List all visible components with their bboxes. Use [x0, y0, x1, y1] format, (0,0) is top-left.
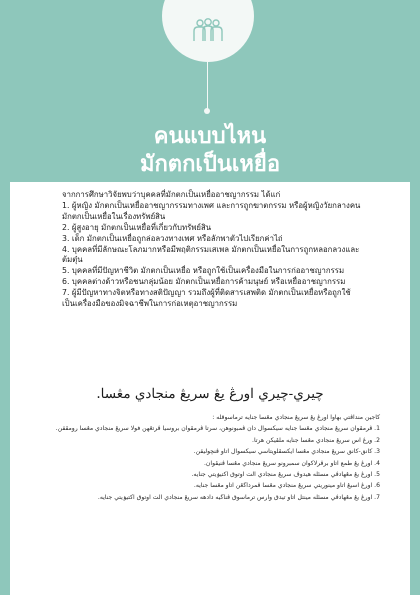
- thai-intro: จากการศึกษาวิจัยพบว่าบุคคลที่มักตกเป็นเหยื่ออาชญากรรม ได้แก่: [62, 190, 281, 199]
- jawi-intro: کاجين منداڤتي بهاوا اورڠ يڠ سريڠ منجادي مڠسا جنايه ترماسوقله :: [212, 414, 380, 421]
- jawi-item: 1. ڤرمڤوان سريڠ منجادي مڠسا جنايه سيکسوال دان ڤمبونوهن، سرتا ڤرمڤوان بروسيا ڤرتڠهن فولا سريڠ منجادي مڠسا رومڤقن.: [55, 425, 380, 433]
- jawi-item: 3. کانق-کانق سريڠ منجادي مڠسا ايکسڤلويتاسي سيکسوال اتاو ڤنچوليقن.: [193, 448, 380, 456]
- thai-item: 1. ผู้หญิง มักตกเป็นเหยื่ออาชญากรรมทางเพศ และการถูกฆาตกรรม หรือผู้หญิงวัยกลางคนมักตกเป็นเหยื่อในเรื่องทรัพย์สิน: [62, 200, 361, 221]
- icon-badge: [162, 0, 254, 62]
- people-group-icon: [191, 18, 225, 42]
- thai-item: 6. บุคคลต่างด้าวหรือชนกลุ่มน้อย มักตกเป็นเหยื่อการค้ามนุษย์ หรือเหยื่ออาชญากรรม: [62, 277, 346, 287]
- jawi-heading: چيري-چيري اورڠ يڠ سريڠ منجادي مڠسا.: [96, 386, 324, 402]
- jawi-item: 2. ورڠ اس سريڠ منجادي مڠسا جنايه ملڤيکن هرتا.: [252, 436, 380, 444]
- jawi-item: 6. اورڠ اسيڠ اتاو مينوريتي سريڠ منجادي مڠسا ڤمرداڬڠن اتاو مڠسا جنايه.: [193, 482, 380, 490]
- thai-item: 2. ผู้สูงอายุ มักตกเป็นเหยื่อที่เกี่ยวกับทรัพย์สิน: [62, 222, 212, 232]
- jawi-item: 7. اورڠ يڠ مڠهادڤي مسئله مينتل اتاو تيدق وارس ترماسوق ڤناڬيه دادهه سريڠ منجادي الت اوتوق اکتيۏيتي جنايه.: [97, 493, 380, 501]
- title-line-1: คนแบบไหน: [153, 124, 267, 149]
- thai-item: 5. บุคคลที่มีปัญหาชีวิต มักตกเป็นเหยื่อ หรือถูกใช้เป็นเครื่องมือในการก่ออาชญากรรม: [62, 266, 345, 276]
- thai-item: 3. เด็ก มักตกเป็นเหยื่อถูกล่อลวงทางเพศ หรือลักพาตัวไปเรียกค่าไถ่: [62, 233, 283, 243]
- jawi-item: 5. اورڠ يڠ مڠهادڤي مسئله هيدوڤ سريڠ منجادي الت اوتوق اکتيۏيتي جنايه.: [191, 471, 380, 479]
- title-line-2: มักตกเป็นเหยื่อ: [139, 152, 281, 177]
- thai-item: 4. บุคคลที่มีลักษณะโลภมากหรือมีพฤติกรรมเสเพล มักตกเป็นเหยื่อในการถูกหลอกลวงและต้มตุ๋น: [62, 244, 360, 265]
- thai-item: 7. ผู้มีปัญหาทางจิตหรือทางสติปัญญา รวมถึงผู้ที่ติดสารเสพติด มักตกเป็นเหยื่อหรือถูกใช้เป็นเครื่องมือของมิจฉาชีพในการก่อเหตุอาชญากรรม: [62, 288, 351, 309]
- jawi-text-block: [40, 412, 380, 503]
- jawi-item: 4. اورڠ يڠ طمع اتاو برڤرلاکوان سمبرونو سريڠ منجادي مڠسا ڤنيڤوان.: [203, 459, 380, 467]
- connector-dot: [204, 108, 210, 114]
- thai-text-block: [62, 190, 362, 310]
- connector-line: [207, 62, 208, 110]
